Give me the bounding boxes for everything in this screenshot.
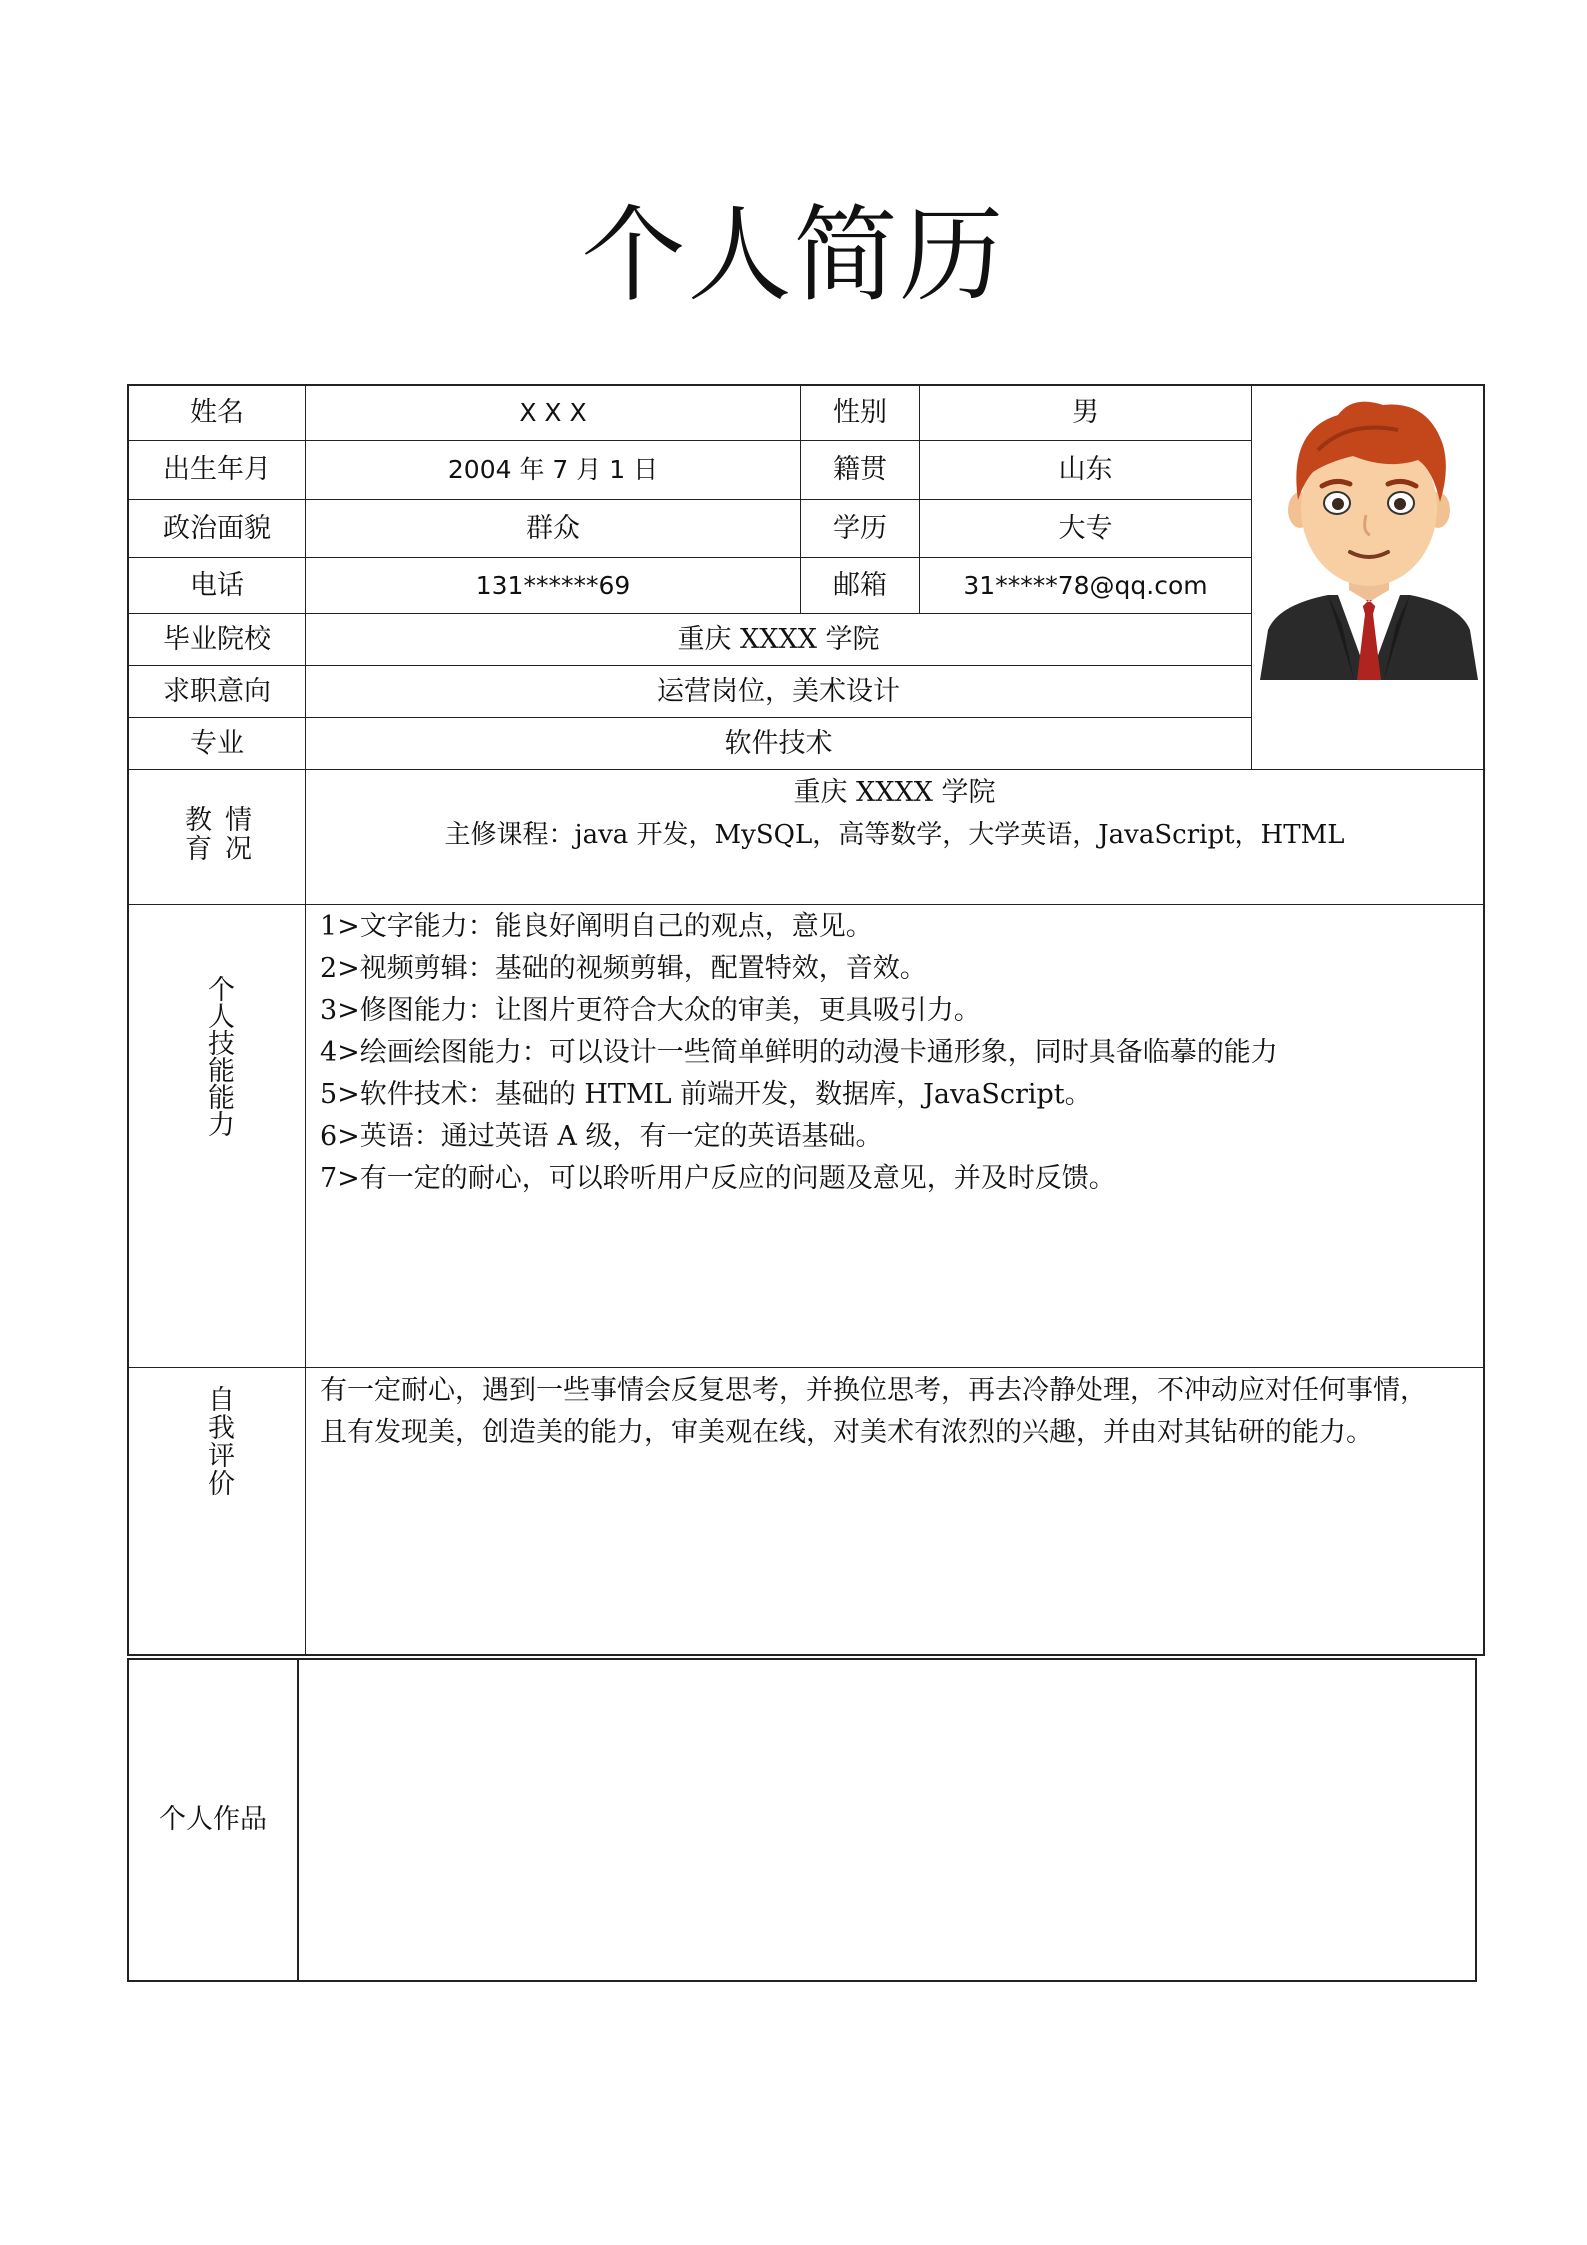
list-item: 2>视频剪辑：基础的视频剪辑，配置特效，音效。 — [320, 953, 927, 984]
list-item: 7>有一定的耐心，可以聆听用户反应的问题及意见，并及时反馈。 — [320, 1163, 1116, 1194]
name-value: X X X — [519, 398, 587, 427]
self-evaluation-label — [203, 1385, 233, 1497]
origin-value: 山东 — [1058, 454, 1113, 485]
phone-value: 131******69 — [475, 570, 631, 600]
objective-value: 运营岗位，美术设计 — [657, 675, 900, 707]
works-label: 个人作品 — [159, 1804, 267, 1835]
gender-value: 男 — [1072, 397, 1099, 428]
row-line-7 — [127, 769, 1485, 770]
border-bottom-main — [127, 1654, 1485, 1656]
education-label-col2: 情况 — [220, 805, 251, 863]
row-line-9 — [127, 1367, 1485, 1368]
education-level-label: 学历 — [833, 512, 887, 544]
education-label — [180, 805, 250, 863]
political-value: 群众 — [526, 512, 580, 544]
education-level-value: 大专 — [1058, 512, 1113, 544]
birth-value: 2004 年 7 月 1 日 — [447, 455, 659, 484]
col-line-photo — [1251, 384, 1252, 770]
self-evaluation-label-text: 自我评价 — [203, 1385, 234, 1497]
education-label-col1: 教育 — [180, 805, 211, 863]
works-border-right — [1475, 1658, 1477, 1982]
list-item: 6>英语：通过英语 A 级，有一定的英语基础。 — [320, 1121, 883, 1152]
skills-list — [320, 906, 1470, 1200]
school-label: 毕业院校 — [163, 623, 271, 655]
self-evaluation-line: 有一定耐心，遇到一些事情会反复思考，并换位思考，再去冷静处理，不冲动应对任何事情， — [320, 1375, 1427, 1406]
objective-label: 求职意向 — [163, 675, 271, 707]
works-content-area — [299, 1660, 1475, 1980]
education-courses: 主修课程：java 开发，MySQL，高等数学，大学英语，JavaScript，HTML — [444, 820, 1345, 850]
email-label: 邮箱 — [833, 569, 887, 601]
major-label: 专业 — [190, 727, 244, 759]
education-school: 重庆 XXXX 学院 — [793, 777, 996, 808]
list-item: 3>修图能力：让图片更符合大众的审美，更具吸引力。 — [320, 995, 981, 1026]
self-evaluation-text — [320, 1370, 1475, 1454]
list-item: 5>软件技术：基础的 HTML 前端开发，数据库，JavaScript。 — [320, 1079, 1092, 1110]
origin-label: 籍贯 — [833, 454, 887, 485]
cartoon-man-avatar-icon — [1258, 390, 1480, 680]
phone-label: 电话 — [190, 569, 244, 601]
list-item: 1>文字能力：能良好阐明自己的观点，意见。 — [320, 911, 873, 942]
political-label: 政治面貌 — [163, 512, 271, 544]
row-line-8 — [127, 904, 1485, 905]
self-evaluation-line: 且有发现美，创造美的能力，审美观在线，对美术有浓烈的兴趣，并由对其钻研的能力。 — [320, 1417, 1373, 1448]
birth-label: 出生年月 — [163, 454, 271, 485]
page-title: 个人简历 — [581, 194, 1006, 316]
avatar — [1258, 390, 1480, 680]
name-label: 姓名 — [190, 397, 244, 428]
gender-label: 性别 — [833, 397, 887, 428]
school-value: 重庆 XXXX 学院 — [677, 623, 880, 655]
border-right — [1483, 384, 1485, 1655]
list-item: 4>绘画绘图能力：可以设计一些简单鲜明的动漫卡通形象，同时具备临摹的能力 — [320, 1037, 1278, 1068]
email-value: 31*****78@qq.com — [963, 570, 1208, 600]
skills-label-text: 个人技能能力 — [203, 975, 234, 1137]
works-border-bottom — [127, 1980, 1477, 1982]
skills-label — [203, 975, 233, 1137]
major-value: 软件技术 — [724, 727, 833, 759]
